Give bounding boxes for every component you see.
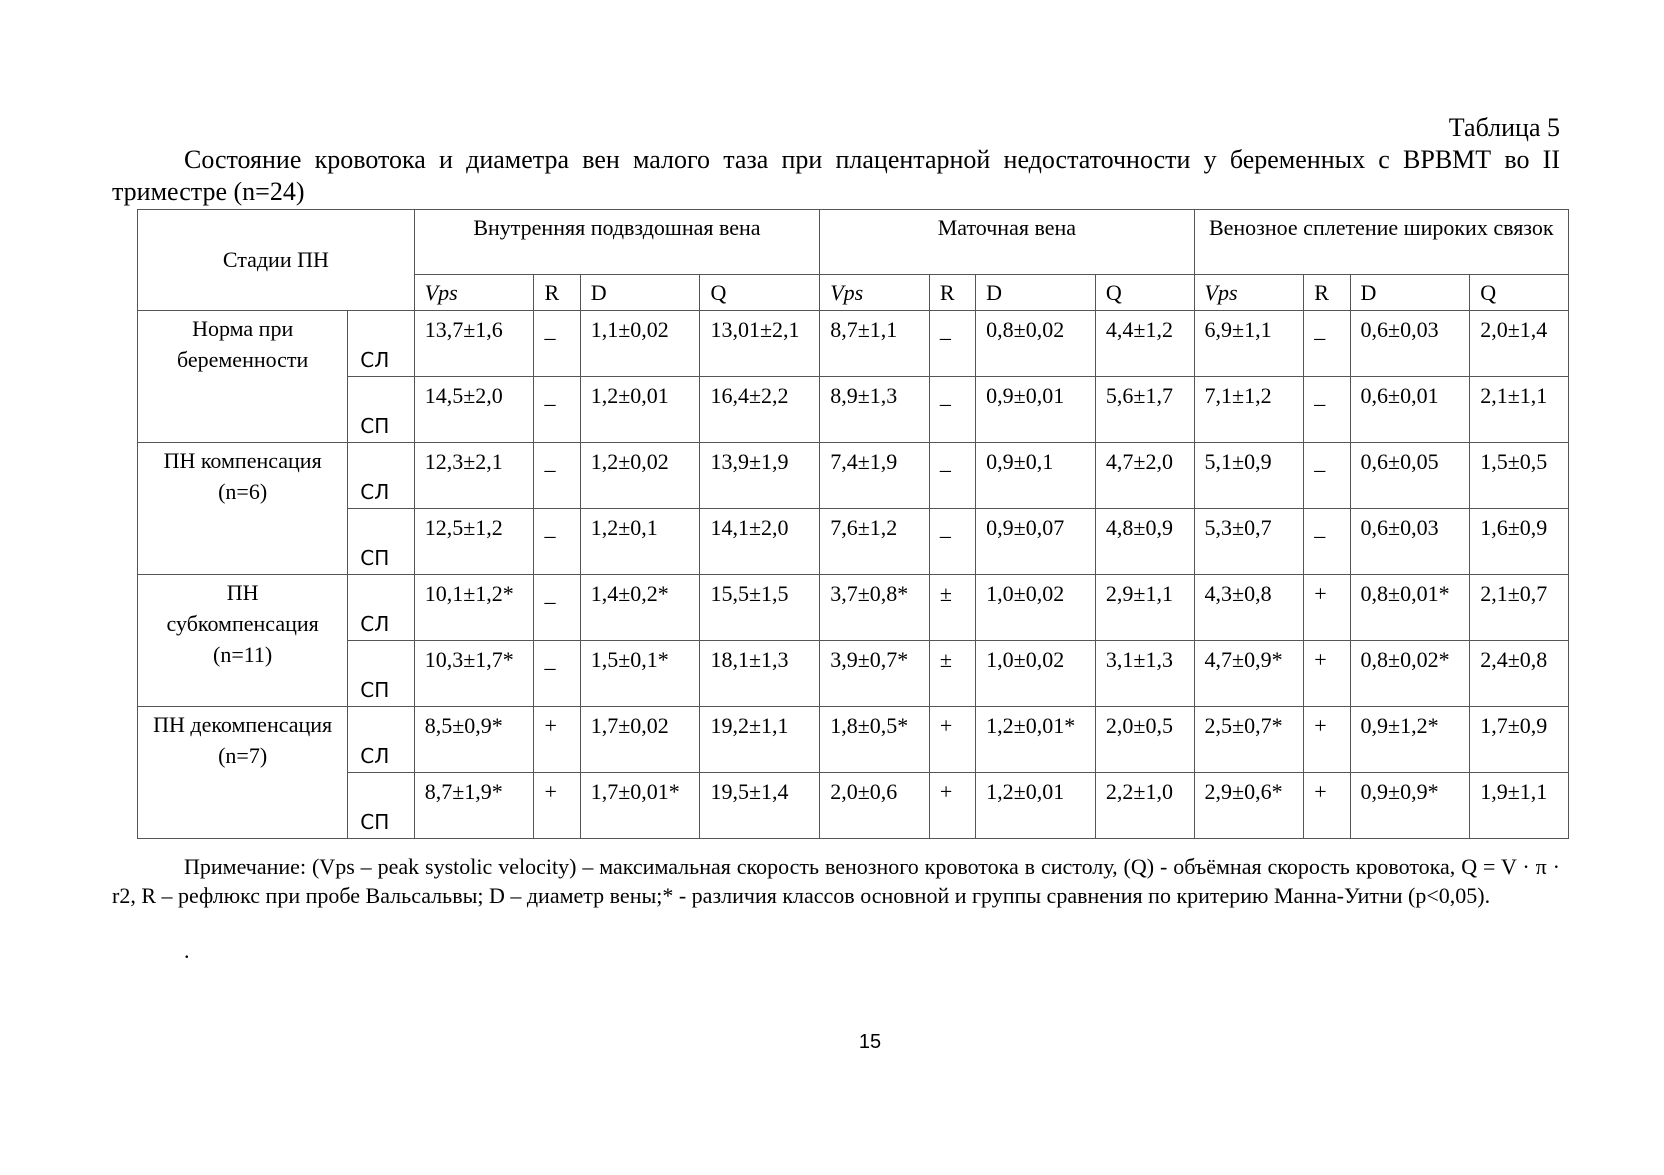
subheader-r: R — [534, 275, 580, 311]
subheader-q: Q — [700, 275, 820, 311]
value-cell: _ — [1304, 509, 1350, 575]
value-cell: 8,7±1,1 — [820, 311, 930, 377]
value-cell: + — [1304, 773, 1350, 839]
value-cell: 18,1±1,3 — [700, 641, 820, 707]
value-cell: 3,7±0,8* — [820, 575, 930, 641]
group-header-internal-iliac-vein: Внутренняя подвздошная вена — [414, 210, 819, 275]
table-number: Таблица 5 — [1448, 113, 1560, 142]
table-note: Примечание: (Vps – peak systolic velocity) – максимальная скорость венозного кровотока в систолу, (Q) - объёмная скорость кровотока, Q = V · π · r2, R – рефлюкс при пробе Вальсальвы; D – диаметр вены;* - различия классов основной и группы сравнения по критерию Манна-Уитни (p<0,05). — [112, 854, 1560, 908]
subheader-r: R — [1304, 275, 1350, 311]
value-cell: 8,9±1,3 — [820, 377, 930, 443]
table-row — [138, 377, 1569, 443]
value-cell: 1,2±0,01* — [976, 707, 1096, 773]
value-cell: 2,0±0,6 — [820, 773, 930, 839]
value-cell: 0,9±0,9* — [1350, 773, 1470, 839]
stage-name-cell: Норма при беременности — [138, 311, 348, 443]
side-label-cell: СЛ — [348, 443, 414, 509]
value-cell: 2,9±1,1 — [1095, 575, 1194, 641]
value-cell: 1,9±1,1 — [1470, 773, 1569, 839]
value-cell: 0,6±0,03 — [1350, 311, 1470, 377]
page-number: 15 — [858, 1031, 882, 1053]
value-cell: ± — [929, 575, 975, 641]
subheader-vps: Vps — [414, 275, 534, 311]
subheader-r: R — [929, 275, 975, 311]
value-cell: _ — [534, 575, 580, 641]
value-cell: 5,1±0,9 — [1194, 443, 1304, 509]
value-cell: 1,7±0,02 — [580, 707, 700, 773]
value-cell: ± — [929, 641, 975, 707]
side-label-cell: СП — [348, 509, 414, 575]
group-header-broad-ligament-plexus: Венозное сплетение широких связок — [1194, 210, 1568, 275]
table-body — [138, 311, 1569, 839]
value-cell: 1,4±0,2* — [580, 575, 700, 641]
value-cell: 2,9±0,6* — [1194, 773, 1304, 839]
value-cell: 5,6±1,7 — [1095, 377, 1194, 443]
value-cell: _ — [534, 641, 580, 707]
value-cell: + — [929, 773, 975, 839]
value-cell: _ — [1304, 377, 1350, 443]
value-cell: 4,8±0,9 — [1095, 509, 1194, 575]
subheader-vps: Vps — [1194, 275, 1304, 311]
value-cell: 0,8±0,01* — [1350, 575, 1470, 641]
value-cell: 0,8±0,02 — [976, 311, 1096, 377]
table-caption: Состояние кровотока и диаметра вен малого таза при плацентарной недостаточности у беременных с ВРВМТ во II триместре (n=24) — [112, 145, 1560, 206]
value-cell: _ — [534, 443, 580, 509]
value-cell: _ — [929, 443, 975, 509]
value-cell: 4,7±0,9* — [1194, 641, 1304, 707]
value-cell: _ — [929, 377, 975, 443]
value-cell: 7,6±1,2 — [820, 509, 930, 575]
value-cell: 1,5±0,5 — [1470, 443, 1569, 509]
value-cell: 16,4±2,2 — [700, 377, 820, 443]
value-cell: + — [1304, 575, 1350, 641]
table-row — [138, 311, 1569, 377]
value-cell: 10,1±1,2* — [414, 575, 534, 641]
value-cell: _ — [929, 509, 975, 575]
value-cell: 1,0±0,02 — [976, 641, 1096, 707]
value-cell: 13,01±2,1 — [700, 311, 820, 377]
value-cell: 0,9±0,01 — [976, 377, 1096, 443]
side-label-cell: СП — [348, 377, 414, 443]
value-cell: 1,2±0,01 — [976, 773, 1096, 839]
value-cell: 2,0±0,5 — [1095, 707, 1194, 773]
value-cell: 2,0±1,4 — [1470, 311, 1569, 377]
value-cell: 3,9±0,7* — [820, 641, 930, 707]
value-cell: 12,3±2,1 — [414, 443, 534, 509]
side-label-cell: СП — [348, 641, 414, 707]
value-cell: 0,9±0,07 — [976, 509, 1096, 575]
value-cell: _ — [534, 311, 580, 377]
value-cell: 1,7±0,9 — [1470, 707, 1569, 773]
value-cell: 4,3±0,8 — [1194, 575, 1304, 641]
value-cell: _ — [1304, 443, 1350, 509]
value-cell: 3,1±1,3 — [1095, 641, 1194, 707]
value-cell: 2,1±0,7 — [1470, 575, 1569, 641]
value-cell: _ — [929, 311, 975, 377]
side-label-cell: СЛ — [348, 311, 414, 377]
value-cell: 0,8±0,02* — [1350, 641, 1470, 707]
value-cell: _ — [534, 509, 580, 575]
value-cell: 4,7±2,0 — [1095, 443, 1194, 509]
table-row — [138, 509, 1569, 575]
value-cell: 1,8±0,5* — [820, 707, 930, 773]
value-cell: 6,9±1,1 — [1194, 311, 1304, 377]
value-cell: 1,2±0,1 — [580, 509, 700, 575]
value-cell: 2,2±1,0 — [1095, 773, 1194, 839]
stage-header: Стадии ПН — [138, 210, 415, 311]
subheader-q: Q — [1095, 275, 1194, 311]
value-cell: 8,5±0,9* — [414, 707, 534, 773]
value-cell: 10,3±1,7* — [414, 641, 534, 707]
value-cell: + — [1304, 707, 1350, 773]
value-cell: 7,1±1,2 — [1194, 377, 1304, 443]
value-cell: 5,3±0,7 — [1194, 509, 1304, 575]
value-cell: 7,4±1,9 — [820, 443, 930, 509]
subheader-d: D — [580, 275, 700, 311]
value-cell: 0,9±1,2* — [1350, 707, 1470, 773]
group-header-uterine-vein: Маточная вена — [820, 210, 1194, 275]
subheader-d: D — [1350, 275, 1470, 311]
value-cell: 2,1±1,1 — [1470, 377, 1569, 443]
table-row — [138, 575, 1569, 641]
value-cell: 0,6±0,03 — [1350, 509, 1470, 575]
subheader-vps: Vps — [820, 275, 930, 311]
header-row-groups — [138, 210, 1569, 275]
value-cell: + — [534, 707, 580, 773]
table-row — [138, 641, 1569, 707]
value-cell: 12,5±1,2 — [414, 509, 534, 575]
subheader-d: D — [976, 275, 1096, 311]
data-table — [137, 209, 1569, 839]
value-cell: 14,5±2,0 — [414, 377, 534, 443]
value-cell: 19,5±1,4 — [700, 773, 820, 839]
value-cell: 14,1±2,0 — [700, 509, 820, 575]
value-cell: 1,2±0,01 — [580, 377, 700, 443]
value-cell: + — [929, 707, 975, 773]
value-cell: _ — [1304, 311, 1350, 377]
value-cell: + — [1304, 641, 1350, 707]
stage-name-cell: ПН компенсация (n=6) — [138, 443, 348, 575]
value-cell: 0,6±0,05 — [1350, 443, 1470, 509]
value-cell: 0,6±0,01 — [1350, 377, 1470, 443]
value-cell: 19,2±1,1 — [700, 707, 820, 773]
value-cell: 1,0±0,02 — [976, 575, 1096, 641]
value-cell: 8,7±1,9* — [414, 773, 534, 839]
value-cell: 1,1±0,02 — [580, 311, 700, 377]
value-cell: 4,4±1,2 — [1095, 311, 1194, 377]
stage-name-cell: ПН субкомпенсация (n=11) — [138, 575, 348, 707]
value-cell: 1,2±0,02 — [580, 443, 700, 509]
table-row — [138, 443, 1569, 509]
value-cell: + — [534, 773, 580, 839]
subheader-q: Q — [1470, 275, 1569, 311]
value-cell: 1,5±0,1* — [580, 641, 700, 707]
table-row — [138, 773, 1569, 839]
side-label-cell: СЛ — [348, 707, 414, 773]
table-row — [138, 707, 1569, 773]
value-cell: 2,4±0,8 — [1470, 641, 1569, 707]
value-cell: 13,9±1,9 — [700, 443, 820, 509]
value-cell: 13,7±1,6 — [414, 311, 534, 377]
value-cell: _ — [534, 377, 580, 443]
value-cell: 15,5±1,5 — [700, 575, 820, 641]
value-cell: 1,6±0,9 — [1470, 509, 1569, 575]
side-label-cell: СЛ — [348, 575, 414, 641]
stage-name-cell: ПН декомпенсация (n=7) — [138, 707, 348, 839]
stray-dot: . — [184, 938, 190, 963]
value-cell: 0,9±0,1 — [976, 443, 1096, 509]
side-label-cell: СП — [348, 773, 414, 839]
value-cell: 1,7±0,01* — [580, 773, 700, 839]
value-cell: 2,5±0,7* — [1194, 707, 1304, 773]
